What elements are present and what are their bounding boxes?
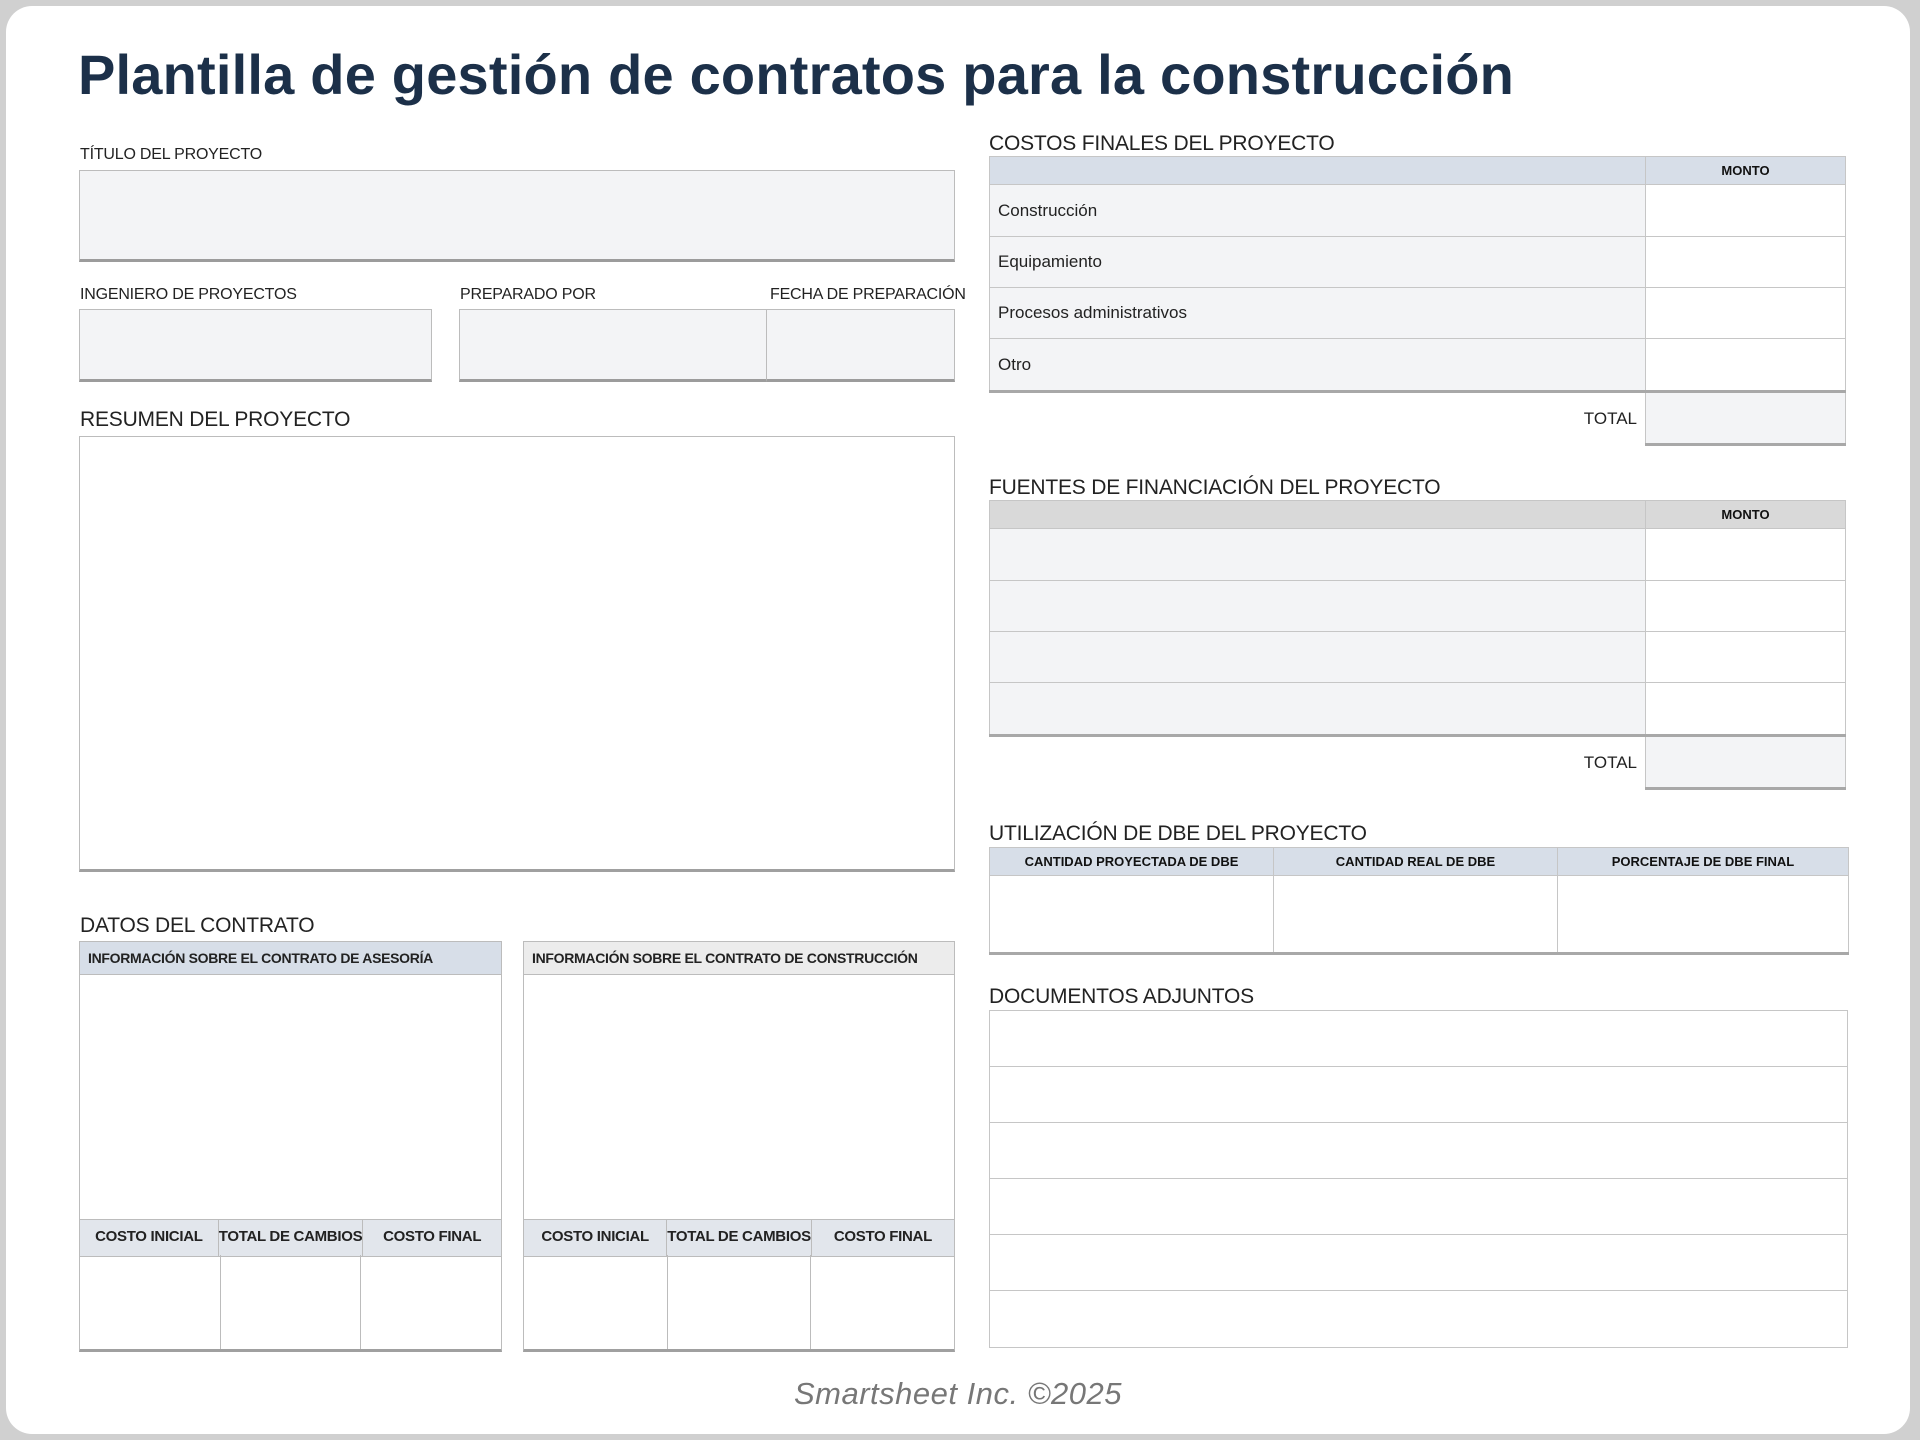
- funding-total-row: [990, 736, 1846, 789]
- dbe-projected-field[interactable]: [990, 876, 1274, 954]
- construction-final-cost-header: COSTO FINAL: [811, 1220, 954, 1256]
- funding-amount-field[interactable]: [1646, 683, 1846, 736]
- engineer-label: INGENIERO DE PROYECTOS: [80, 286, 297, 303]
- prepared-by-field[interactable]: [459, 309, 768, 382]
- funding-source-field[interactable]: [990, 632, 1646, 683]
- dbe-header-row: [990, 848, 1849, 876]
- advisory-contract-box: [79, 941, 502, 1352]
- funding-row: [990, 581, 1846, 632]
- construction-contract-info-field[interactable]: [524, 975, 954, 1219]
- summary-field[interactable]: [79, 436, 955, 872]
- funding-amount-field[interactable]: [1646, 529, 1846, 581]
- funding-total-field[interactable]: [1646, 736, 1846, 789]
- prep-date-label: FECHA DE PREPARACIÓN: [770, 286, 966, 303]
- attachments-list: [989, 1010, 1848, 1348]
- construction-initial-cost-field[interactable]: [524, 1255, 667, 1349]
- attachments-label: DOCUMENTOS ADJUNTOS: [989, 985, 1254, 1008]
- construction-contract-header: INFORMACIÓN SOBRE EL CONTRATO DE CONSTRUCCIÓN: [524, 942, 954, 975]
- final-costs-amount-field[interactable]: [1646, 288, 1846, 339]
- dbe-actual-header: CANTIDAD REAL DE DBE: [1274, 848, 1558, 876]
- template-page: [6, 6, 1910, 1434]
- project-title-field[interactable]: [79, 170, 955, 262]
- final-costs-amount-header: MONTO: [1646, 157, 1846, 185]
- advisory-total-changes-header: TOTAL DE CAMBIOS: [218, 1220, 363, 1256]
- summary-label: RESUMEN DEL PROYECTO: [80, 408, 351, 431]
- attachment-row[interactable]: [990, 1011, 1847, 1067]
- construction-final-cost-field[interactable]: [810, 1255, 954, 1349]
- dbe-projected-header: CANTIDAD PROYECTADA DE DBE: [990, 848, 1274, 876]
- funding-row: [990, 529, 1846, 581]
- funding-source-field[interactable]: [990, 581, 1646, 632]
- final-costs-row: [990, 339, 1846, 392]
- funding-amount-field[interactable]: [1646, 581, 1846, 632]
- construction-cost-values-row: [524, 1255, 954, 1349]
- final-costs-total-row: [990, 392, 1846, 445]
- final-costs-amount-field[interactable]: [1646, 339, 1846, 392]
- final-costs-row-label: Procesos administrativos: [990, 288, 1646, 339]
- funding-total-label: TOTAL: [1583, 752, 1637, 772]
- dbe-percentage-header: PORCENTAJE DE DBE FINAL: [1558, 848, 1849, 876]
- funding-row: [990, 632, 1846, 683]
- construction-initial-cost-header: COSTO INICIAL: [541, 1228, 649, 1245]
- attachment-row[interactable]: [990, 1179, 1847, 1235]
- advisory-contract-info-field[interactable]: [80, 975, 501, 1219]
- advisory-cost-header-row: [80, 1219, 501, 1257]
- advisory-initial-cost-header: COSTO INICIAL: [95, 1228, 203, 1245]
- final-costs-header-blank: [990, 157, 1646, 185]
- advisory-cost-values-row: [80, 1255, 501, 1349]
- advisory-initial-cost-field[interactable]: [80, 1255, 220, 1349]
- prepared-by-label: PREPARADO POR: [460, 286, 596, 303]
- attachment-row[interactable]: [990, 1067, 1847, 1123]
- final-costs-row: [990, 185, 1846, 237]
- advisory-total-changes-field[interactable]: [220, 1255, 361, 1349]
- attachment-row[interactable]: [990, 1123, 1847, 1179]
- funding-table: [989, 500, 1846, 790]
- dbe-values-row: [990, 876, 1849, 954]
- funding-header-row: [990, 501, 1846, 529]
- funding-row: [990, 683, 1846, 736]
- prep-date-field[interactable]: [766, 309, 955, 382]
- page-title: Plantilla de gestión de contratos para la construcción: [78, 43, 1515, 106]
- final-costs-amount-field[interactable]: [1646, 185, 1846, 237]
- funding-source-field[interactable]: [990, 529, 1646, 581]
- dbe-actual-field[interactable]: [1274, 876, 1558, 954]
- final-costs-amount-field[interactable]: [1646, 237, 1846, 288]
- advisory-contract-header: INFORMACIÓN SOBRE EL CONTRATO DE ASESORÍA: [80, 942, 501, 975]
- final-costs-row-label: Equipamiento: [990, 237, 1646, 288]
- dbe-label: UTILIZACIÓN DE DBE DEL PROYECTO: [989, 822, 1367, 845]
- advisory-final-cost-field[interactable]: [360, 1255, 501, 1349]
- dbe-table: [989, 847, 1849, 955]
- funding-label: FUENTES DE FINANCIACIÓN DEL PROYECTO: [989, 476, 1441, 499]
- construction-total-changes-field[interactable]: [667, 1255, 811, 1349]
- engineer-field[interactable]: [79, 309, 432, 382]
- funding-source-field[interactable]: [990, 683, 1646, 736]
- advisory-final-cost-header: COSTO FINAL: [362, 1220, 501, 1256]
- funding-amount-field[interactable]: [1646, 632, 1846, 683]
- contract-data-label: DATOS DEL CONTRATO: [80, 914, 315, 937]
- funding-amount-header: MONTO: [1646, 501, 1846, 529]
- attachment-row[interactable]: [990, 1235, 1847, 1291]
- construction-contract-box: [523, 941, 955, 1352]
- final-costs-total-label: TOTAL: [1583, 408, 1637, 428]
- project-title-label: TÍTULO DEL PROYECTO: [80, 146, 263, 163]
- dbe-percentage-field[interactable]: [1558, 876, 1849, 954]
- final-costs-label: COSTOS FINALES DEL PROYECTO: [989, 132, 1335, 155]
- final-costs-row: [990, 237, 1846, 288]
- final-costs-total-field[interactable]: [1646, 392, 1846, 445]
- funding-header-blank: [990, 501, 1646, 529]
- construction-cost-header-row: [524, 1219, 954, 1257]
- final-costs-row-label: Construcción: [990, 185, 1646, 237]
- final-costs-header-row: [990, 157, 1846, 185]
- construction-total-changes-header: TOTAL DE CAMBIOS: [666, 1220, 811, 1256]
- final-costs-table: [989, 156, 1846, 446]
- footer-copyright: Smartsheet Inc. ©2025: [793, 1376, 1122, 1411]
- final-costs-row: [990, 288, 1846, 339]
- attachment-row[interactable]: [990, 1291, 1847, 1347]
- final-costs-row-label: Otro: [990, 339, 1646, 392]
